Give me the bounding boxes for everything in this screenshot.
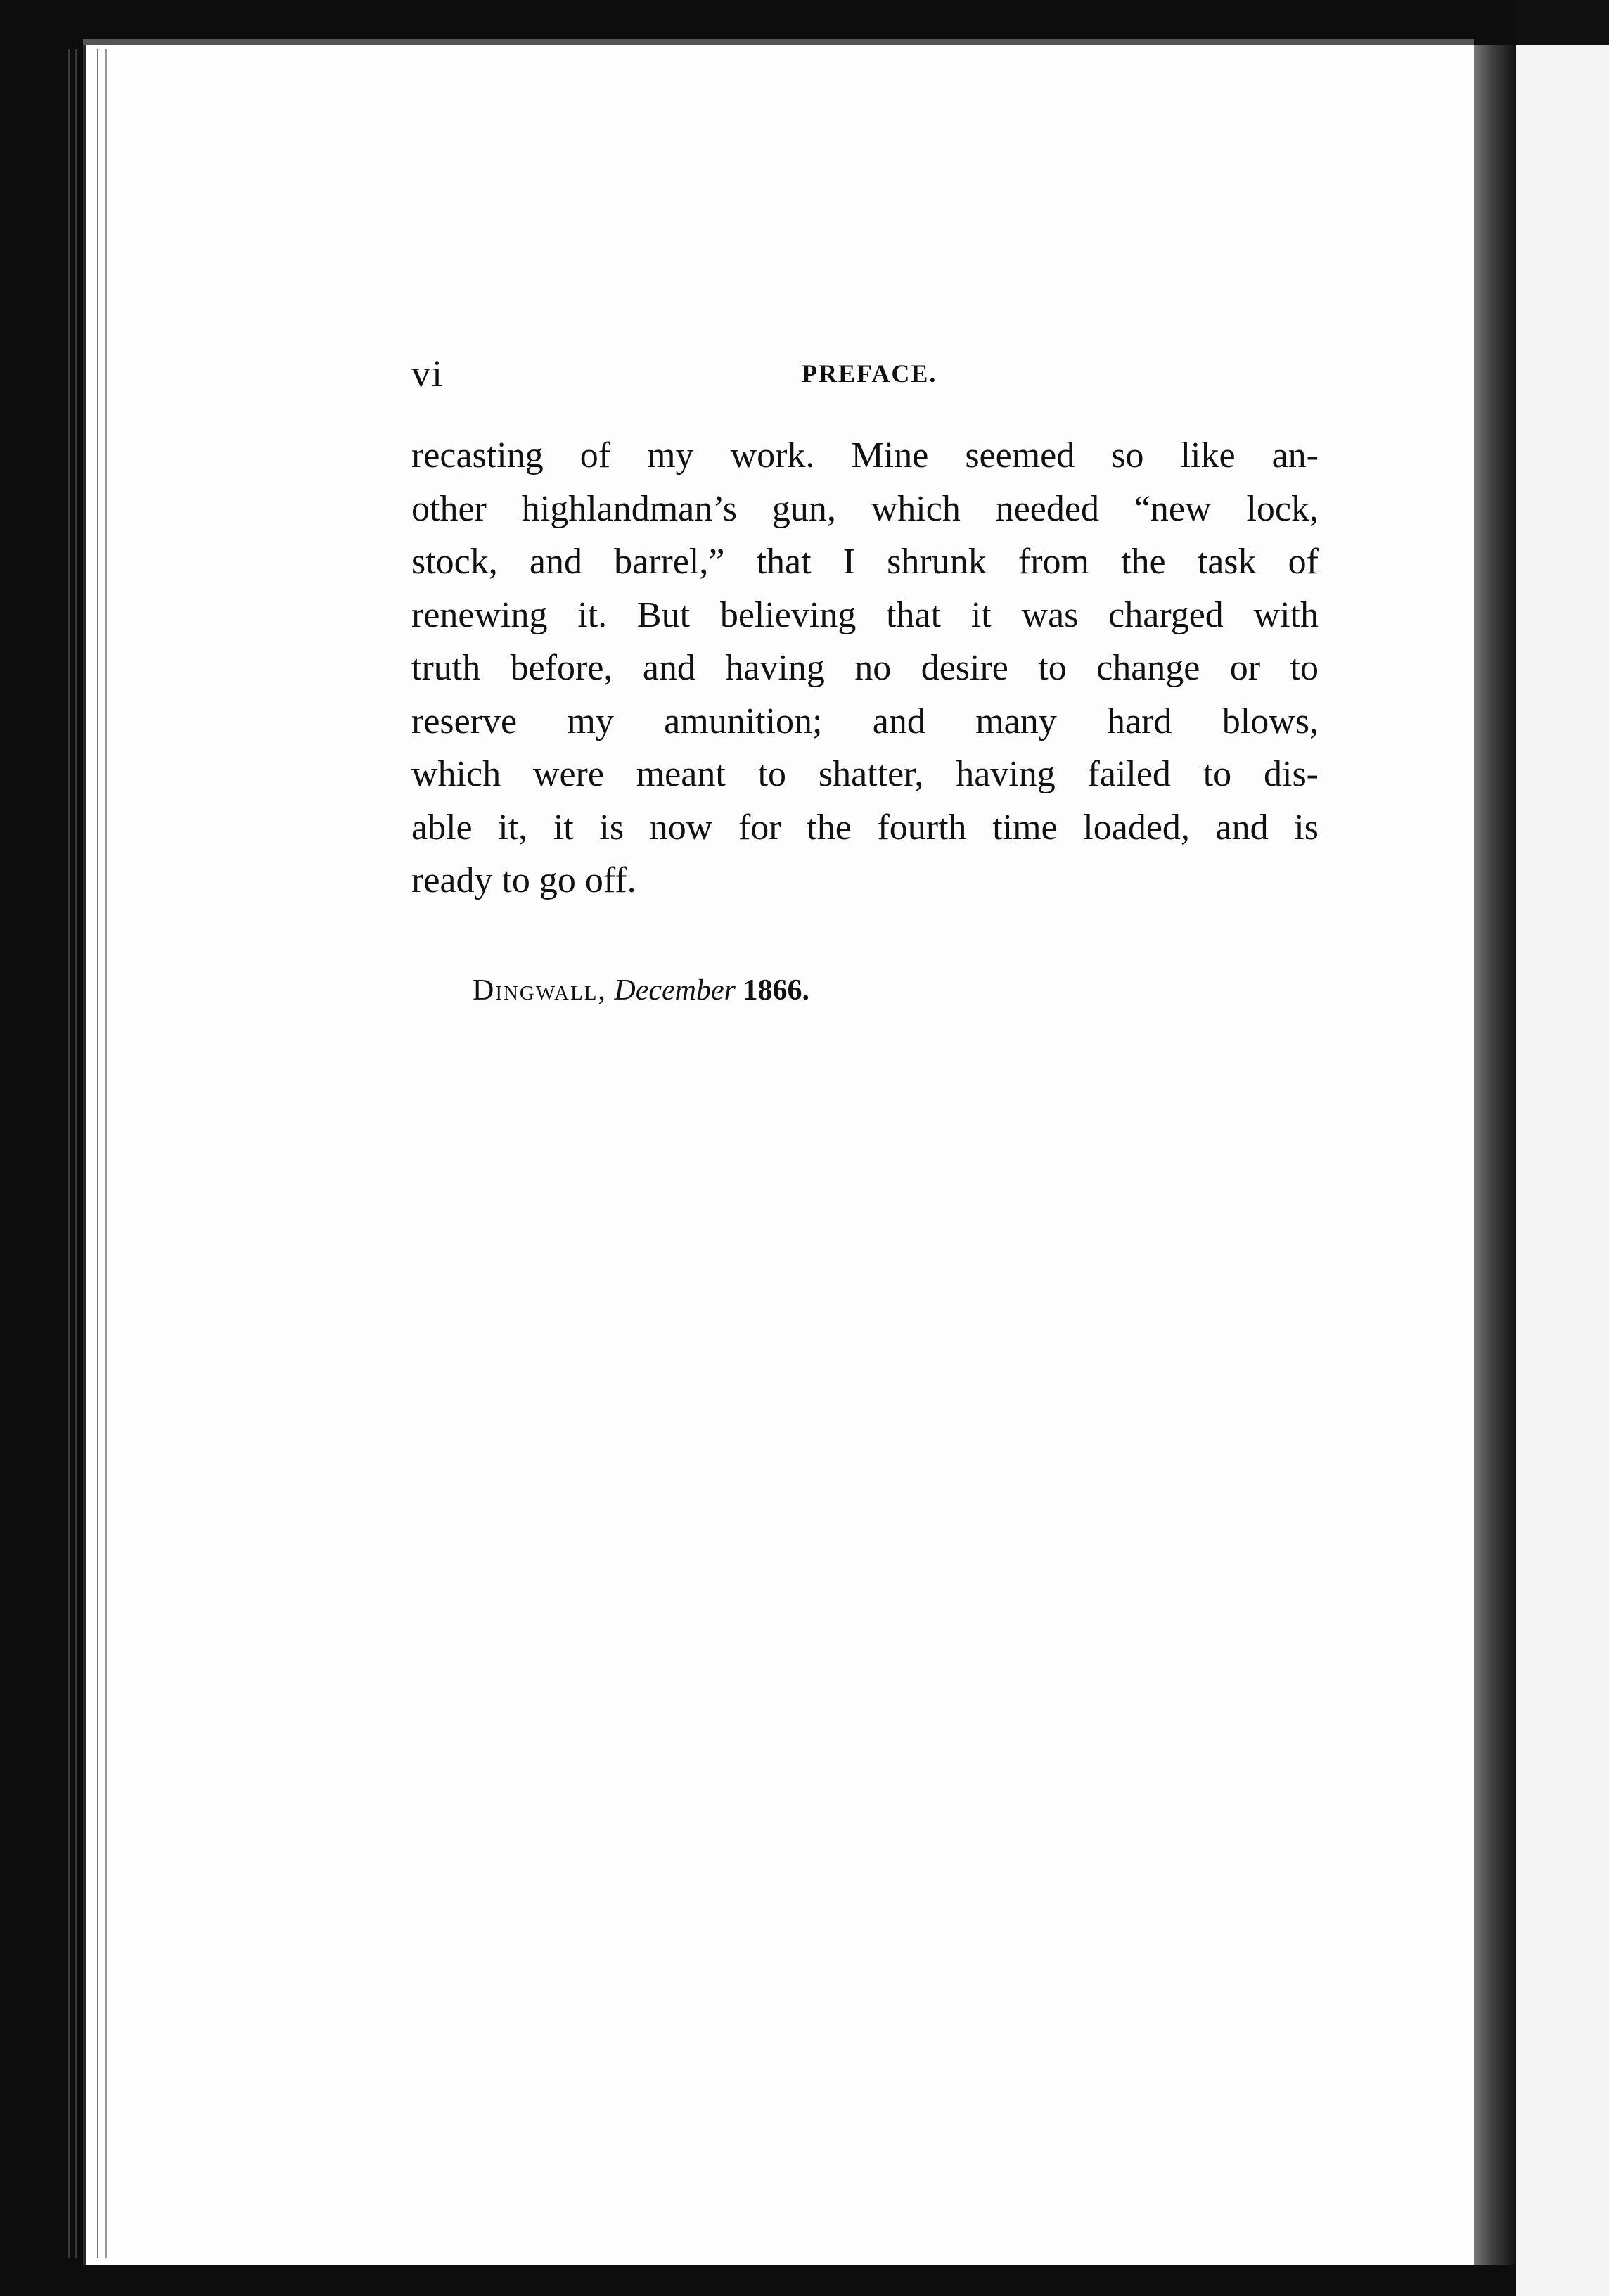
text-line: truth before, and having no desire to change or to [411,648,1319,688]
binding-gutter [1474,45,1516,2265]
page-edge-inner [97,49,98,2258]
signature-month: December [614,974,736,1007]
text-line: able it, it is now for the fourth time loaded, and is [411,807,1319,848]
text-line: reserve my amunition; and many hard blows, [411,701,1319,741]
text-line: ready to go off. [411,860,636,900]
page-edge [68,49,70,2258]
page-edge [75,49,77,2258]
signature-line [473,974,809,1007]
text-line: renewing it. But believing that it was charged with [411,594,1319,635]
text-line: other highlandman’s gun, which needed “new lock, [411,488,1319,529]
running-title: PREFACE. [802,359,937,388]
preface-paragraph [411,429,1319,907]
text-line: stock, and barrel,” that I shrunk from the task of [411,542,1319,582]
running-head [411,352,1319,401]
facing-page-edge [1516,45,1609,2296]
signature-year: 1866. [743,974,809,1007]
signature-place: Dingwall, [473,974,607,1007]
page-number: vi [411,352,444,395]
text-line: which were meant to shatter, having failed to dis- [411,754,1319,794]
page-edge-inner [105,49,107,2258]
text-line: recasting of my work. Mine seemed so like an- [411,435,1319,476]
